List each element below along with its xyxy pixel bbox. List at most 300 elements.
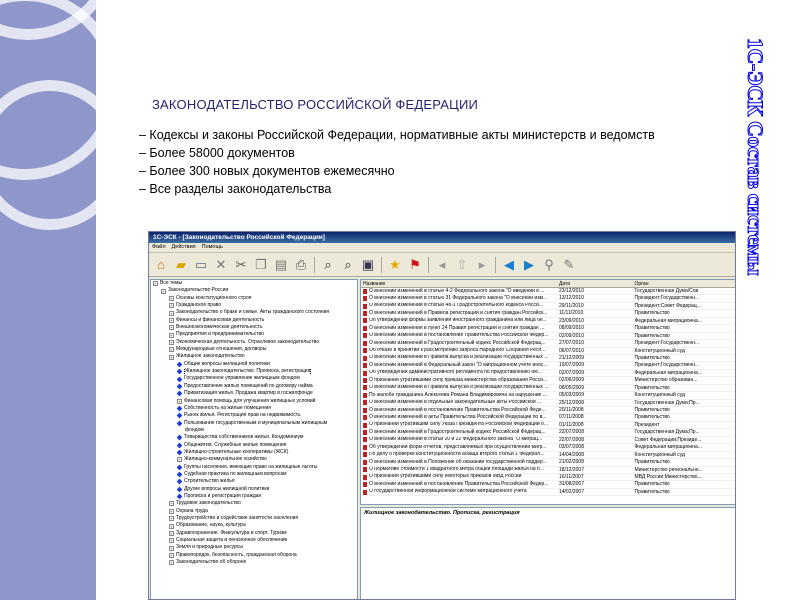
cell-title — [361, 333, 557, 339]
tree-item[interactable] — [151, 515, 357, 522]
tree-item-label: Земля и природные ресурсы — [176, 544, 243, 551]
menu-actions[interactable]: Действия — [171, 244, 196, 250]
arrow-up-icon[interactable]: ⇧ — [456, 257, 468, 272]
tree-item-label: Общие вопросы жилищной политики — [184, 360, 270, 367]
app-window-screenshot — [148, 231, 736, 600]
cell-authority: Министерство образован... — [634, 377, 698, 384]
table-row[interactable] — [361, 362, 735, 369]
favorite-star-icon[interactable]: ★ — [389, 257, 401, 272]
tree-item[interactable] — [151, 317, 357, 324]
tree-item[interactable] — [151, 478, 357, 485]
cell-title — [361, 370, 557, 376]
topic-bullet-icon — [177, 369, 183, 375]
cell-date: 18/12/2007 — [558, 466, 584, 473]
expand-toggle-icon[interactable]: + — [170, 354, 173, 360]
table-row[interactable] — [361, 429, 735, 436]
table-row[interactable] — [361, 325, 735, 332]
tree-item-label: Собственность на жилые помещения — [184, 404, 272, 411]
topic-bullet-icon — [177, 450, 183, 456]
tree-item-label: Законодательство России — [168, 287, 229, 294]
cell-title-text: По делу о проверке конституционности абзаца второго статьи 1 Федерал... — [369, 451, 545, 458]
expand-toggle-icon[interactable]: + — [170, 303, 173, 309]
cell-title — [361, 467, 557, 473]
nav-forward-icon[interactable]: ▶ — [524, 257, 534, 272]
tree-item-label: Жилищно-строительные кооперативы (ЖСК) — [184, 448, 289, 455]
tree-item[interactable] — [151, 346, 357, 353]
bullet-item: – Кодексы и законы Российской Федерации, нормативные акты министерств и ведомств — [139, 128, 655, 142]
tree-item[interactable] — [151, 287, 357, 294]
tree-item-label: Законодательство о браке и семье. Акты гражданского состояния — [176, 309, 330, 316]
cell-title-text: О внесении изменений в постановление Правительства Российской Федер... — [369, 332, 549, 339]
tree-item[interactable] — [151, 420, 357, 427]
table-row[interactable] — [361, 444, 735, 451]
cell-authority: Федеральная миграционна... — [634, 369, 702, 376]
menu-help[interactable]: Помощь — [201, 244, 223, 250]
cell-title-text: По жалобе гражданина Алексеева Романа Владимировича на нарушение ... — [369, 392, 547, 398]
cut-icon[interactable]: ✂ — [235, 257, 247, 272]
cell-authority: Президент;Государственн... — [634, 295, 700, 302]
topic-bullet-icon — [177, 435, 183, 441]
cell-date: 05/03/2009 — [558, 392, 584, 399]
table-row[interactable] — [361, 310, 735, 317]
settings-icon[interactable]: ✎ — [563, 257, 575, 272]
topic-bullet-icon — [177, 413, 183, 419]
paste-icon[interactable]: ▤ — [274, 257, 288, 272]
tree-item-label: Финансовая помощь для улучшения жилищных условий — [184, 397, 316, 404]
cell-authority: Государственная Дума;Пр... — [634, 399, 700, 406]
tree-item[interactable] — [151, 434, 357, 441]
topic-bullet-icon — [177, 479, 183, 485]
document-icon — [363, 296, 367, 301]
document-icon — [363, 371, 367, 376]
table-row[interactable] — [361, 318, 735, 325]
document-icon — [363, 363, 367, 368]
find-icon[interactable]: ⌕ — [324, 257, 332, 272]
document-list — [360, 279, 736, 505]
tree-item-label: Финансы и финансовая деятельность — [176, 316, 265, 323]
column-header-authority[interactable]: Орган — [634, 281, 649, 287]
expand-toggle-icon[interactable]: + — [170, 516, 173, 522]
cell-title — [361, 481, 557, 487]
tree-item[interactable] — [151, 427, 357, 434]
document-icon — [363, 467, 367, 472]
cell-title — [361, 437, 557, 443]
cell-authority: Конституционный суд — [634, 392, 685, 399]
document-icon — [363, 452, 367, 457]
expand-toggle-icon[interactable]: + — [170, 310, 173, 316]
expand-toggle-icon[interactable]: + — [162, 288, 165, 294]
tree-item-label: Предоставление жилых помещений по договору найма — [184, 382, 313, 389]
document-icon — [363, 482, 367, 487]
expand-toggle-icon[interactable]: + — [170, 295, 173, 301]
cell-date: 08/09/2010 — [558, 325, 584, 332]
topic-bullet-icon — [177, 406, 183, 412]
topic-tree[interactable] — [150, 279, 358, 600]
tree-item-label: Законодательство об обороне — [176, 559, 247, 566]
table-row[interactable] — [361, 481, 735, 488]
table-row[interactable] — [361, 467, 735, 474]
cell-title — [361, 288, 557, 294]
cell-title — [361, 414, 557, 420]
cell-authority: Конституционный суд — [634, 451, 685, 458]
document-icon — [363, 408, 367, 413]
cell-title-text: О внесении изменений в Правила выпуска и реализации государственных ... — [369, 354, 549, 361]
topic-bullet-icon — [177, 472, 183, 478]
tree-item-label: Охрана труда — [176, 507, 208, 514]
document-icon — [363, 318, 367, 323]
cell-date: 21/02/2008 — [558, 459, 584, 466]
folder-icon[interactable]: ▭ — [194, 257, 208, 272]
cell-title — [361, 340, 557, 346]
document-icon — [363, 423, 367, 428]
expand-toggle-icon[interactable]: + — [170, 317, 173, 323]
cell-title-text: О государственной информационной системе миграционного учета — [369, 488, 527, 495]
tree-item-label: Жилищно-коммунальное хозяйство — [184, 456, 267, 463]
tree-item[interactable] — [151, 302, 357, 309]
topic-bullet-icon — [177, 362, 183, 368]
tree-item[interactable] — [151, 309, 357, 316]
table-row[interactable] — [361, 474, 735, 481]
table-row[interactable] — [361, 422, 735, 429]
home-icon[interactable]: ⌂ — [157, 257, 165, 272]
expand-toggle-icon[interactable]: + — [170, 339, 173, 345]
tree-item[interactable] — [151, 456, 357, 463]
cell-date: 23/09/2010 — [558, 317, 584, 324]
tree-item[interactable] — [151, 442, 357, 449]
tree-item[interactable] — [151, 500, 357, 507]
cell-title — [361, 362, 557, 368]
table-row[interactable] — [361, 414, 735, 421]
flag-icon[interactable]: ⚑ — [409, 257, 421, 272]
tree-item-label: Гражданское право — [176, 302, 222, 309]
tree-item[interactable] — [151, 530, 357, 537]
document-icon — [363, 415, 367, 420]
tree-item-label: Экономическая деятельность. Отраслевое законодательство — [176, 338, 320, 345]
cell-title-text: О внесении изменений в постановление Правительства Российской Феде... — [369, 407, 546, 413]
topic-bullet-icon — [177, 384, 183, 390]
tree-item[interactable] — [151, 390, 357, 397]
cell-date: 14/04/2008 — [558, 451, 584, 458]
tree-item-label: Прописка и регистрация граждан — [184, 492, 262, 499]
document-detail-pane — [360, 507, 736, 600]
tree-item[interactable] — [151, 537, 357, 544]
tree-item[interactable] — [151, 464, 357, 471]
cell-title-text: Об утверждении административного регламента по предоставлению Фе... — [369, 369, 543, 376]
cell-authority: Правительство — [634, 384, 670, 391]
document-icon — [363, 490, 367, 495]
cell-date: 19/07/2009 — [558, 362, 584, 369]
copy-icon[interactable]: ❐ — [255, 257, 267, 272]
column-header-title[interactable]: Название — [363, 281, 386, 287]
table-row[interactable] — [361, 333, 735, 340]
menu-bar — [149, 243, 735, 252]
tree-item[interactable] — [151, 324, 357, 331]
tree-item-label: Трудовое законодательство — [176, 500, 241, 507]
cell-authority: Правительство — [634, 459, 670, 466]
bullet-list — [139, 126, 655, 198]
document-icon — [363, 400, 367, 405]
tree-item[interactable] — [151, 412, 357, 419]
tree-item[interactable] — [151, 552, 357, 559]
tree-item[interactable] — [151, 405, 357, 412]
close-icon[interactable]: ✕ — [215, 257, 227, 272]
cell-title-text: О внесении изменений в статью 48-1 Градостроительного кодекса Росси... — [369, 302, 543, 309]
cell-date: 13/12/2010 — [558, 295, 584, 302]
cell-authority: Государственная Дума;Пр... — [634, 429, 700, 436]
document-icon — [363, 326, 367, 331]
tree-item-label: Государственное управление жилищным фондом — [184, 375, 300, 382]
expand-toggle-icon[interactable]: + — [170, 545, 173, 551]
expand-toggle-icon[interactable]: + — [178, 457, 181, 463]
cell-date: 31/08/2007 — [558, 481, 584, 488]
tree-item[interactable] — [151, 449, 357, 456]
table-row[interactable] — [361, 392, 735, 399]
toolbar-separator — [495, 257, 496, 273]
cell-date: 22/07/2008 — [558, 429, 584, 436]
cell-title-text: О признании утратившими силу приказа министерства образования Росси... — [369, 377, 548, 383]
tree-item[interactable] — [151, 544, 357, 551]
table-row[interactable] — [361, 385, 735, 392]
cell-title-text: О внесении изменений в отдельные законодательные акты Российской ... — [369, 399, 542, 406]
table-row[interactable] — [361, 452, 735, 459]
table-row[interactable] — [361, 340, 735, 347]
tree-item[interactable] — [151, 471, 357, 478]
document-icon — [363, 393, 367, 398]
table-row[interactable] — [361, 459, 735, 466]
cell-title — [361, 355, 557, 361]
toolbar-separator — [428, 257, 429, 273]
cell-title-text: О нормативе стоимости 1 квадратного метра общей площади жилья на п... — [369, 466, 544, 472]
cell-title-text: О внесении изменения в статью 31 Федерального закона "О внесении изм... — [369, 295, 548, 301]
find-next-icon[interactable]: ⌕ — [344, 257, 352, 272]
cell-authority: Правительство — [634, 332, 670, 339]
toolbar-separator — [381, 257, 382, 273]
tree-item[interactable] — [151, 493, 357, 500]
cell-title — [361, 392, 557, 398]
expand-toggle-icon[interactable]: + — [170, 552, 173, 558]
cell-title-text: О внесении изменения в пункт 24 Правил регистрации и снятия граждан ... — [369, 325, 545, 331]
expand-toggle-icon[interactable]: + — [170, 332, 173, 338]
cell-date: 21/12/2009 — [558, 354, 584, 361]
bookmark-icon[interactable]: ⚲ — [544, 257, 554, 272]
cell-authority: Президент — [634, 421, 660, 428]
cell-title — [361, 407, 557, 413]
cell-title — [361, 310, 557, 316]
folder-open-icon[interactable]: ▰ — [176, 257, 186, 272]
document-icon — [363, 341, 367, 346]
table-row[interactable] — [361, 355, 735, 362]
cell-title-text: О внесении изменений в Положение об оказании государственной поддер... — [369, 459, 547, 465]
tree-item-label: Приватизация жилья. Продажа квартир в госжилфонде — [184, 390, 313, 397]
tree-item[interactable] — [151, 508, 357, 515]
forward-icon[interactable]: ▸ — [478, 257, 486, 272]
tree-item[interactable] — [151, 375, 357, 382]
topic-bullet-icon — [177, 486, 183, 492]
cell-title — [361, 295, 557, 301]
tree-item-label: Другие вопросы жилищной политики — [184, 485, 270, 492]
cell-date: 22/07/2008 — [558, 436, 584, 443]
cell-title — [361, 444, 557, 450]
cell-authority: Правительство — [634, 414, 670, 421]
tree-item-label: Предприятия и предпринимательство — [176, 331, 264, 338]
preview-icon[interactable]: ▣ — [361, 257, 375, 272]
cell-title — [361, 452, 557, 458]
cell-title — [361, 489, 557, 495]
tree-item[interactable] — [151, 522, 357, 529]
expand-toggle-icon[interactable]: + — [154, 281, 157, 287]
cell-date: 16/11/2007 — [558, 473, 584, 480]
cell-authority: Конституционный суд — [634, 347, 685, 354]
document-icon — [363, 356, 367, 361]
table-row[interactable] — [361, 288, 735, 295]
tree-item[interactable] — [151, 331, 357, 338]
tree-item-label: Группы населения, имеющие право на жилищные льготы — [184, 463, 318, 470]
cell-title — [361, 377, 557, 383]
list-header — [361, 280, 735, 288]
toolbar — [149, 252, 735, 277]
document-icon — [363, 475, 367, 480]
cell-date: 02/09/2010 — [558, 332, 584, 339]
tree-item[interactable] — [151, 295, 357, 302]
cell-title-text: О внесении изменений в Правила регистрации и снятия граждан Российск... — [369, 310, 548, 316]
tree-item-label: Социальная защита и пенсионное обеспечение — [176, 537, 288, 544]
document-icon — [363, 311, 367, 316]
table-row[interactable] — [361, 303, 735, 310]
tree-item[interactable] — [151, 383, 357, 390]
expand-toggle-icon[interactable]: + — [170, 538, 173, 544]
menu-file[interactable]: Файл — [152, 244, 166, 250]
list-rows — [361, 288, 735, 496]
tree-item[interactable] — [151, 280, 357, 287]
tree-item-label: Общежития. Служебные жилые помещения — [184, 441, 287, 448]
cell-authority: Правительство — [634, 310, 670, 317]
document-icon — [363, 430, 367, 435]
tree-item-label: Рынок жилья. Регистрация прав на недвижимость — [184, 412, 301, 419]
expand-toggle-icon[interactable]: + — [178, 398, 181, 404]
expand-toggle-icon[interactable]: + — [170, 501, 173, 507]
cell-title — [361, 400, 557, 406]
cell-title-text: Об утверждении формы заявления иностранного гражданина или лица бе... — [369, 317, 547, 324]
print-icon[interactable]: ⎙ — [295, 257, 307, 272]
cell-authority: Федеральная миграционна... — [634, 444, 702, 451]
table-row[interactable] — [361, 377, 735, 384]
cell-date: 03/07/2008 — [558, 444, 584, 451]
expand-toggle-icon[interactable]: + — [170, 530, 173, 536]
cell-date: 29/11/2010 — [558, 302, 584, 309]
cell-date: 25/12/2008 — [558, 399, 584, 406]
cell-title-text: О признании утратившими силу некоторых приказов МВД России — [369, 473, 522, 480]
tree-item-label: Жилищное законодательство. Прописка, регистрация — [184, 368, 311, 375]
cell-authority: МВД России;Министерство... — [634, 473, 702, 480]
back-icon[interactable]: ◂ — [438, 257, 446, 272]
topic-bullet-icon — [177, 494, 183, 500]
cell-authority: Правительство — [634, 481, 670, 488]
document-icon — [363, 445, 367, 450]
tree-item[interactable] — [151, 559, 357, 566]
cell-date: 02/07/2009 — [558, 369, 584, 376]
bullet-item: – Более 300 новых документов ежемесячно — [139, 164, 395, 178]
cell-title-text: Об отказе в принятии к рассмотрению запроса Народного Собрания Респ... — [369, 347, 546, 353]
topic-bullet-icon — [177, 464, 183, 470]
tree-item[interactable] — [151, 339, 357, 346]
expand-toggle-icon[interactable]: + — [170, 347, 173, 353]
table-row[interactable] — [361, 295, 735, 302]
cell-authority: Президент;Совет Федерац... — [634, 302, 701, 309]
tree-item-label: Внешнеэкономическая деятельность — [176, 324, 263, 331]
expand-toggle-icon[interactable]: + — [170, 325, 173, 331]
tree-item-label: Основы конституционного строя — [176, 294, 252, 301]
document-icon — [363, 304, 367, 309]
tree-item-label: Образование, наука, культура — [176, 522, 246, 529]
slide-heading: ЗАКОНОДАТЕЛЬСТВО РОССИЙСКОЙ ФЕДЕРАЦИИ — [152, 97, 479, 112]
window-titlebar: 1С-ЭСК - [Законодательство Российской Федерации] — [149, 232, 735, 243]
cell-title-text: О внесении изменений в акты Правительства Российской Федерации по в... — [369, 414, 547, 420]
topic-bullet-icon — [177, 420, 183, 426]
document-icon — [363, 348, 367, 353]
bullet-item: – Более 58000 документов — [139, 146, 295, 160]
document-icon — [363, 385, 367, 390]
tree-item-label: Все темы — [160, 280, 183, 286]
cell-title — [361, 318, 557, 324]
cell-title-text: О внесении изменений в Градостроительный кодекс Российской Федерац... — [369, 340, 546, 346]
slide-vertical-title: 1С-ЭСК Состав системы — [743, 38, 768, 276]
expand-toggle-icon[interactable]: + — [170, 523, 173, 529]
tree-item[interactable] — [151, 361, 357, 368]
tree-item-label: Жилищное законодательство — [176, 353, 245, 360]
tree-item[interactable] — [151, 398, 357, 405]
tree-item-label: Правопорядок, безопасность, гражданская оборона — [176, 551, 297, 558]
cell-title-text: О внесении изменений в статьи 20 и 22 Федерального закона "О миграц... — [369, 436, 543, 443]
cell-date: 20/11/2008 — [558, 407, 584, 413]
tree-item-label: Трудоустройство и содействие занятости населения — [176, 515, 299, 521]
document-icon — [363, 333, 367, 338]
table-row[interactable] — [361, 348, 735, 355]
tree-item[interactable] — [151, 353, 357, 360]
topic-bullet-icon — [177, 391, 183, 397]
cell-title — [361, 474, 557, 480]
cell-authority: Президент;Государственн... — [634, 362, 700, 369]
table-row[interactable] — [361, 489, 735, 496]
cell-title-text: О признании утратившим силу Указа Президента Российской Федерации о... — [369, 421, 548, 428]
table-row[interactable] — [361, 400, 735, 407]
table-row[interactable] — [361, 370, 735, 377]
cell-date: 11/11/2010 — [558, 310, 584, 317]
column-header-date[interactable]: Дата — [558, 281, 571, 287]
tree-item-label: Судебная практика по жилищным вопросам — [184, 470, 287, 477]
cell-title-text: Об утверждении форм отчетов, представляемых при осуществлении мигр... — [369, 444, 547, 450]
cell-title-text: О внесении изменений в Градостроительный кодекс Российской Федерац... — [369, 429, 546, 435]
expand-toggle-icon[interactable]: + — [170, 508, 173, 514]
expand-toggle-icon[interactable]: + — [170, 560, 173, 566]
detail-title: Жилищное законодательство. Прописка, регистрация — [364, 510, 520, 516]
document-icon — [363, 437, 367, 442]
tree-item-label: Строительство жилья — [184, 478, 235, 485]
nav-back-icon[interactable]: ◀ — [504, 257, 514, 272]
tree-item[interactable] — [151, 486, 357, 493]
cell-authority: Совет Федерации;Президе... — [634, 436, 702, 443]
document-icon — [363, 378, 367, 383]
cell-title — [361, 303, 557, 309]
tree-item-label: Товарищества собственников жилья. Кондоминиум — [184, 434, 304, 441]
bullet-item: – Все разделы законодательства — [139, 182, 332, 196]
cell-date: 07/11/2008 — [558, 414, 584, 421]
table-row[interactable] — [361, 437, 735, 444]
cell-title — [361, 325, 557, 331]
cell-authority: Правительство — [634, 488, 670, 495]
table-row[interactable] — [361, 407, 735, 414]
cell-date: 02/06/2009 — [558, 377, 584, 384]
tree-item[interactable] — [151, 368, 357, 375]
